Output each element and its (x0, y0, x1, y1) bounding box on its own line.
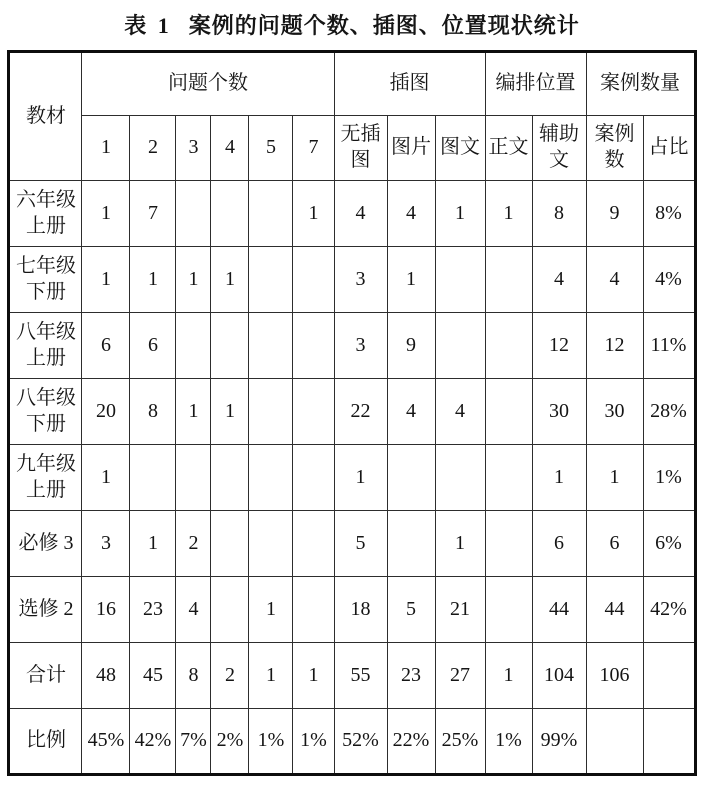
table-row-6 (9, 511, 695, 577)
table-cell: 22 (334, 379, 387, 445)
table-cell: 45% (82, 709, 130, 775)
column-header-3: 3 (176, 116, 211, 181)
table-cell: 42% (643, 577, 695, 643)
table-row-5 (9, 445, 695, 511)
table-cell: 2% (211, 709, 249, 775)
table-cell: 6 (586, 511, 643, 577)
table-cell: 12 (586, 313, 643, 379)
table-cell: 1 (387, 247, 435, 313)
table-cell: 1 (176, 379, 211, 445)
table-cell: 25% (435, 709, 485, 775)
table-cell: 2 (211, 643, 249, 709)
table-cell (249, 445, 293, 511)
table-cell: 1 (586, 445, 643, 511)
table-cell: 4 (586, 247, 643, 313)
table-cell: 42% (130, 709, 176, 775)
table-cell: 1% (249, 709, 293, 775)
header-group-layout-position: 编排位置 (485, 52, 586, 116)
table-number: 表 1 (124, 13, 172, 38)
row-label: 八年级下册 (9, 379, 82, 445)
table-cell: 1 (82, 181, 130, 247)
table-cell: 30 (586, 379, 643, 445)
table-cell: 1% (485, 709, 532, 775)
table-cell: 23 (130, 577, 176, 643)
table-cell (485, 577, 532, 643)
table-cell: 1% (643, 445, 695, 511)
column-header-11: 辅助文 (532, 116, 586, 181)
table-cell (211, 181, 249, 247)
table-cell: 45 (130, 643, 176, 709)
table-cell: 1 (130, 511, 176, 577)
table-row-7 (9, 577, 695, 643)
table-cell: 4 (435, 379, 485, 445)
header-sub-row (9, 116, 695, 181)
header-group-illustration: 插图 (334, 52, 485, 116)
table-cell: 8% (643, 181, 695, 247)
table-cell: 5 (334, 511, 387, 577)
table-cell (130, 445, 176, 511)
table-cell: 106 (586, 643, 643, 709)
table-cell: 55 (334, 643, 387, 709)
table-cell: 1 (211, 379, 249, 445)
table-cell (387, 445, 435, 511)
table-cell: 1% (293, 709, 334, 775)
table-cell (211, 511, 249, 577)
table-cell: 4 (532, 247, 586, 313)
statistics-table (7, 50, 696, 776)
table-cell: 4 (334, 181, 387, 247)
table-row-3 (9, 313, 695, 379)
table-cell: 20 (82, 379, 130, 445)
table-cell: 6 (532, 511, 586, 577)
table-cell: 1 (293, 643, 334, 709)
table-cell (293, 511, 334, 577)
table-cell: 1 (435, 511, 485, 577)
table-cell: 3 (334, 313, 387, 379)
table-cell (176, 181, 211, 247)
table-cell: 28% (643, 379, 695, 445)
table-body (9, 181, 695, 775)
table-cell: 2 (176, 511, 211, 577)
table-cell (387, 511, 435, 577)
table-cell (485, 379, 532, 445)
table-cell: 44 (532, 577, 586, 643)
table-cell: 1 (334, 445, 387, 511)
row-label: 九年级上册 (9, 445, 82, 511)
table-cell: 4% (643, 247, 695, 313)
table-cell: 8 (532, 181, 586, 247)
table-cell (211, 313, 249, 379)
table-cell (249, 247, 293, 313)
table-cell (211, 577, 249, 643)
column-header-6: 7 (293, 116, 334, 181)
table-cell: 4 (387, 379, 435, 445)
table-cell: 1 (249, 577, 293, 643)
column-header-12: 案例数 (586, 116, 643, 181)
table-cell: 1 (211, 247, 249, 313)
header-group-case-count: 案例数量 (586, 52, 695, 116)
table-header (9, 52, 695, 181)
table-cell: 8 (130, 379, 176, 445)
table-cell: 7 (130, 181, 176, 247)
table-cell (176, 313, 211, 379)
table-row-9 (9, 709, 695, 775)
table-cell: 21 (435, 577, 485, 643)
table-cell (176, 445, 211, 511)
table-caption: 案例的问题个数、插图、位置现状统计 (188, 13, 580, 38)
header-group-row (9, 52, 695, 116)
table-cell (586, 709, 643, 775)
table-cell (249, 181, 293, 247)
table-cell: 18 (334, 577, 387, 643)
table-cell: 1 (130, 247, 176, 313)
table-cell: 1 (532, 445, 586, 511)
table-row-4 (9, 379, 695, 445)
table-cell: 6 (130, 313, 176, 379)
column-header-1: 1 (82, 116, 130, 181)
table-title (0, 9, 704, 40)
column-header-2: 2 (130, 116, 176, 181)
table-cell (249, 313, 293, 379)
table-row-8 (9, 643, 695, 709)
table-cell: 30 (532, 379, 586, 445)
table-cell: 22% (387, 709, 435, 775)
table-cell: 52% (334, 709, 387, 775)
table-cell (293, 379, 334, 445)
column-header-4: 4 (211, 116, 249, 181)
row-label: 八年级上册 (9, 313, 82, 379)
column-header-8: 图片 (387, 116, 435, 181)
column-header-5: 5 (249, 116, 293, 181)
row-label: 合计 (9, 643, 82, 709)
table-row-1 (9, 181, 695, 247)
column-header-7: 无插图 (334, 116, 387, 181)
table-row-2 (9, 247, 695, 313)
table-cell (435, 313, 485, 379)
table-cell: 104 (532, 643, 586, 709)
table-cell: 27 (435, 643, 485, 709)
table-cell: 16 (82, 577, 130, 643)
table-cell (249, 379, 293, 445)
table-cell (211, 445, 249, 511)
row-label: 比例 (9, 709, 82, 775)
table-cell (293, 313, 334, 379)
table-cell: 6% (643, 511, 695, 577)
table-cell (435, 247, 485, 313)
table-cell: 4 (176, 577, 211, 643)
table-cell: 3 (82, 511, 130, 577)
table-cell: 99% (532, 709, 586, 775)
table-cell: 1 (485, 181, 532, 247)
table-cell (293, 577, 334, 643)
table-cell: 5 (387, 577, 435, 643)
table-cell: 1 (435, 181, 485, 247)
table-cell (293, 247, 334, 313)
header-group-question-count: 问题个数 (82, 52, 334, 116)
table-cell: 1 (249, 643, 293, 709)
table-cell (485, 313, 532, 379)
table-cell: 8 (176, 643, 211, 709)
row-label: 必修 3 (9, 511, 82, 577)
table-cell: 4 (387, 181, 435, 247)
table-cell (293, 445, 334, 511)
table-cell: 1 (176, 247, 211, 313)
table-cell (485, 247, 532, 313)
table-cell: 44 (586, 577, 643, 643)
table-cell: 1 (82, 445, 130, 511)
table-cell: 9 (586, 181, 643, 247)
table-cell (643, 643, 695, 709)
table-cell (643, 709, 695, 775)
table-cell: 7% (176, 709, 211, 775)
table-cell: 1 (82, 247, 130, 313)
column-header-9: 图文 (435, 116, 485, 181)
table-cell: 11% (643, 313, 695, 379)
table-cell (485, 445, 532, 511)
table-cell: 23 (387, 643, 435, 709)
table-cell (249, 511, 293, 577)
table-cell: 48 (82, 643, 130, 709)
row-label: 六年级上册 (9, 181, 82, 247)
table-cell (435, 445, 485, 511)
table-cell: 3 (334, 247, 387, 313)
table-cell: 12 (532, 313, 586, 379)
row-label: 七年级下册 (9, 247, 82, 313)
table-cell (485, 511, 532, 577)
table-cell: 9 (387, 313, 435, 379)
row-label: 选修 2 (9, 577, 82, 643)
header-textbook: 教材 (9, 52, 82, 181)
column-header-10: 正文 (485, 116, 532, 181)
column-header-13: 占比 (643, 116, 695, 181)
table-cell: 1 (293, 181, 334, 247)
table-cell: 6 (82, 313, 130, 379)
table-cell: 1 (485, 643, 532, 709)
